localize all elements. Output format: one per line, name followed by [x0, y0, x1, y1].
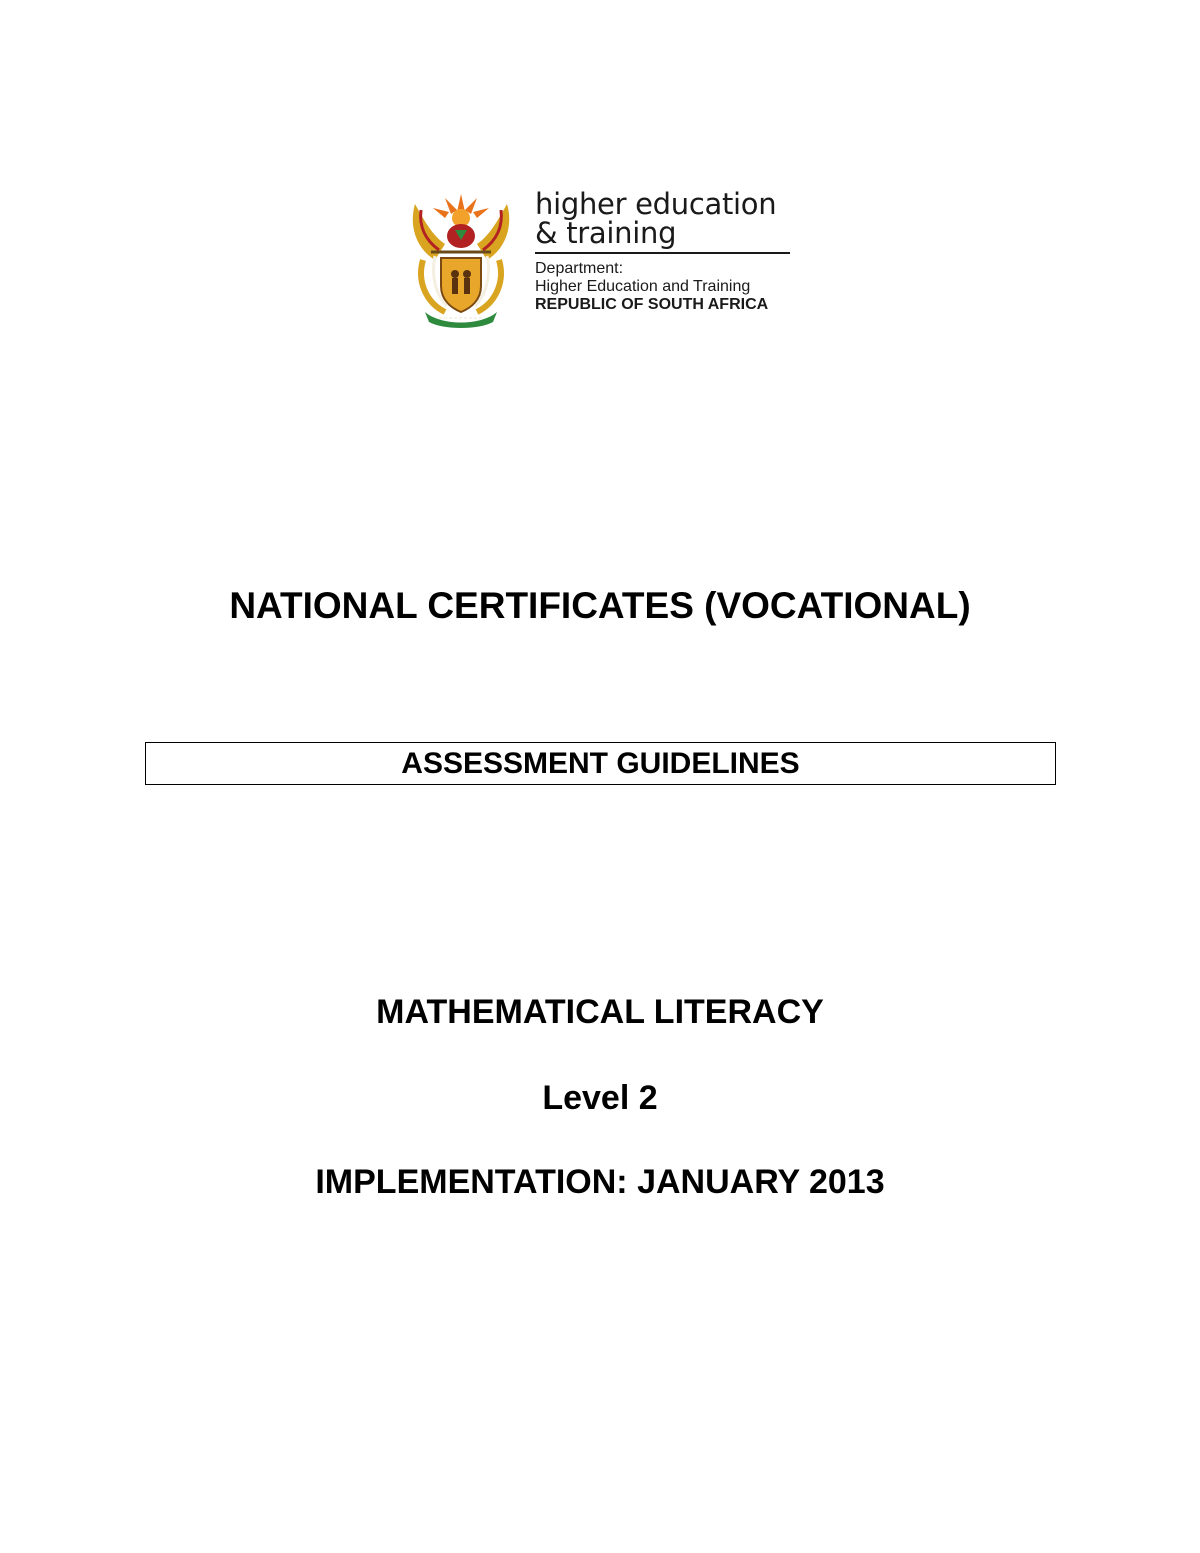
level-label: Level 2 — [542, 1079, 658, 1117]
brand-line-training: & training — [535, 216, 677, 250]
dept-name: Higher Education and Training — [535, 278, 751, 295]
subject-title: MATHEMATICAL LITERACY — [376, 993, 824, 1031]
department-logo — [405, 187, 795, 330]
coat-of-arms-icon — [405, 190, 517, 328]
brand-divider — [535, 252, 790, 254]
boxed-heading: ASSESSMENT GUIDELINES — [145, 742, 1056, 785]
document-title: NATIONAL CERTIFICATES (VOCATIONAL) — [229, 585, 971, 626]
implementation-date: IMPLEMENTATION: JANUARY 2013 — [315, 1163, 885, 1201]
country-name: REPUBLIC OF SOUTH AFRICA — [535, 296, 769, 313]
brand-line-higher-education: higher education — [535, 187, 777, 221]
dept-label: Department: — [535, 260, 624, 277]
